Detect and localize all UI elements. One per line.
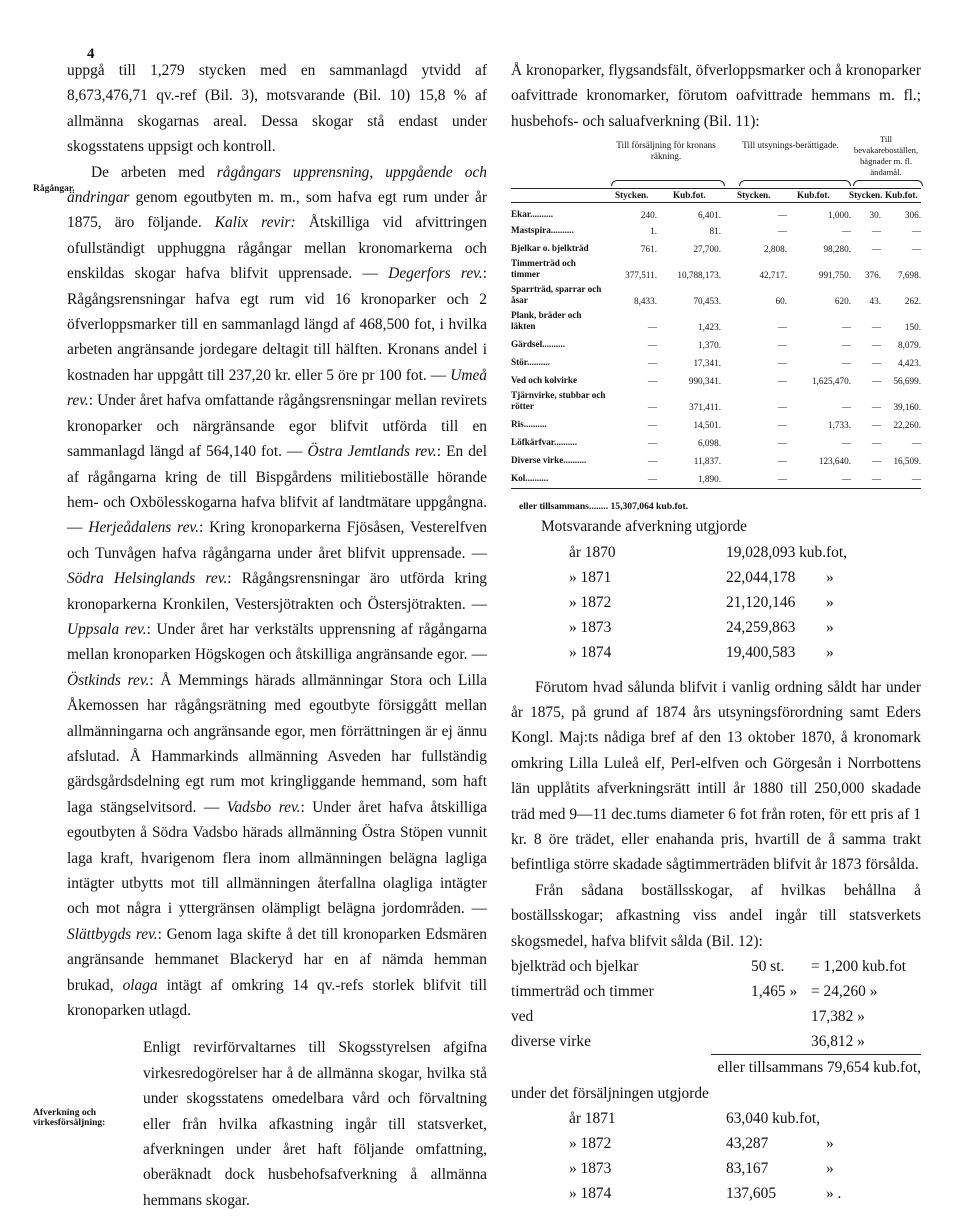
table-header-forsaljning: Till försäljning för kronans räkning. — [616, 140, 716, 162]
row-value: — — [911, 244, 921, 255]
paragraph-afverkning-start: Enligt revirförvaltarnes till Skogsstyrelsen afgifna virkesredogörelser har å de allmänna skogar, hvilka stå under skogsstatens omedelbara vård och förvaltning eller från hvilka afkastning ingår till statsverket, afverkningen under året haft följande omfattning, oberäknadt dock husbehofsafverkning å allmänna hemmans skogar. — [143, 1039, 487, 1209]
row-value: — — [777, 226, 787, 237]
row-value: 8,433. — [634, 296, 657, 307]
row-label: Tjärnvirke, stubbar och rötter — [511, 390, 606, 412]
row-value: — — [871, 456, 881, 467]
margin-note-afverkning: Afverkning och virkesförsäljning: — [33, 1108, 106, 1128]
row-value: 42,717. — [759, 270, 787, 281]
year-value: 83,167 — [726, 1159, 769, 1177]
row-value: — — [841, 322, 851, 333]
year-label: » 1872 — [569, 1134, 612, 1152]
row-value: — — [647, 358, 657, 369]
row-label: Ved och kolvirke — [511, 375, 578, 386]
table-row — [511, 222, 921, 238]
table-header-utsyning: Till utsynings-berättigade. — [742, 140, 839, 151]
row-value: — — [841, 402, 851, 413]
row-value: 1,423. — [698, 322, 721, 333]
sold-line — [511, 954, 921, 979]
year-line — [511, 615, 921, 640]
sold-cell: timmerträd och timmer — [511, 983, 654, 1001]
row-value: 150. — [904, 322, 921, 333]
row-value: — — [647, 456, 657, 467]
row-label: Ris.......... — [511, 419, 547, 430]
table-row — [511, 256, 921, 282]
row-value: — — [777, 358, 787, 369]
sold-line — [511, 1004, 921, 1029]
year-value: 21,120,146 — [726, 593, 796, 611]
row-value: 43. — [869, 296, 881, 307]
row-value: 11,837. — [693, 456, 721, 467]
row-value: — — [871, 244, 881, 255]
year-suffix: » — [826, 1134, 834, 1152]
sub-kubfot-2: Kub.fot. — [797, 190, 830, 201]
year-suffix: » — [826, 1159, 834, 1177]
table-row — [511, 206, 921, 222]
row-value: — — [777, 402, 787, 413]
row-value: — — [871, 376, 881, 387]
sold-cell: = 1,200 kub.fot — [811, 958, 907, 976]
right-column — [511, 58, 921, 1206]
year-label: » 1871 — [569, 568, 612, 586]
under-line: under det försäljningen utgjorde — [511, 1084, 709, 1102]
sub-stycken-2: Stycken. — [737, 190, 771, 201]
row-value: — — [871, 402, 881, 413]
sub-stycken-3: Stycken. — [849, 190, 883, 201]
row-value: 1,000. — [828, 210, 851, 221]
page-number: 4 — [87, 46, 95, 62]
left-column — [67, 58, 487, 1213]
row-value: 17,341. — [693, 358, 721, 369]
row-value: 376. — [864, 270, 881, 281]
row-label: Löfkärfvar.......... — [511, 437, 578, 448]
table-header-bevakare: Till bevakareboställen, hägnader m. fl. ändamål. — [853, 134, 919, 178]
brace-3 — [853, 180, 923, 186]
row-value: 1,890. — [698, 474, 721, 485]
year-line — [511, 1131, 921, 1156]
row-value: 991,750. — [818, 270, 851, 281]
year-value: 24,259,863 — [726, 618, 796, 636]
row-value: — — [871, 340, 881, 351]
sold-total: eller tillsammans 79,654 kub.fot, — [711, 1054, 921, 1080]
row-value: — — [911, 438, 921, 449]
row-value: 1,733. — [828, 420, 851, 431]
sold-cell: 36,812 » — [811, 1033, 865, 1051]
table-row — [511, 238, 921, 256]
row-value: — — [911, 226, 921, 237]
table-row — [511, 282, 921, 308]
row-value: 81. — [709, 226, 721, 237]
row-value: 10,788,173. — [677, 270, 721, 281]
row-value: 16,509. — [893, 456, 921, 467]
row-value: — — [647, 322, 657, 333]
year-suffix: » — [826, 568, 834, 586]
year-value: 137,605 — [726, 1184, 777, 1202]
afverkning-table — [511, 134, 921, 517]
row-value: 990,341. — [688, 376, 721, 387]
table-total: eller tillsammans........ 15,307,064 kub.fot. — [519, 501, 689, 513]
row-value: 30. — [869, 210, 881, 221]
row-value: 4,423. — [898, 358, 921, 369]
row-value: — — [841, 340, 851, 351]
row-value: 39,160. — [893, 402, 921, 413]
row-value: — — [647, 438, 657, 449]
table-rule-top — [511, 188, 921, 189]
row-value: 7,698. — [898, 270, 921, 281]
row-value: — — [777, 474, 787, 485]
row-value: 1. — [650, 226, 657, 237]
row-label: Ekar.......... — [511, 209, 554, 220]
sub-stycken-1: Stycken. — [615, 190, 649, 201]
paragraph-ragangar: De arbeten med rågångars upprensning, uppgående och ändringar genom egoutbyten m. m., som hafva egt rum under år 1875, äro följande. Kalix revir: Åtskilliga vid afvittringen ofullständigt upphuggna rågångar mellan kronomarkerna och enskildas skogar hafva blifvit upprensade. — Degerfors rev.: Rågångsrensningar hafva egt rum vid 16 kronoparker och 2 öfverloppsmarker till en sammanlagd längd af 468,500 fot, i hvilka arbeten angränsande jordegare deltagit till hälften. Kronans andel i kostnaden har uppgått till 237,20 kr. eller 5 öre pr 100 fot. — Umeå rev.: Under året hafva omfattande rågångsrensningar mellan revirets kronoparker och närgränsande egor blifvit utförda till en sammanlagd längd af 564,140 fot. — Östra Jemtlands rev.: En del af rågångarna kring de till Bispgårdens militieboställe hörande hem- och Oxbölesskogarna hafva blifvit af landtmätare uppgångna. — Herjeådalens rev.: Kring kronoparkerna Fjösåsen, Vesterelfven och Tunvågen hafva rågångarna under året blifvit upprensade. — Södra Helsinglands rev.: Rågångsrensningar äro utförda kring kronoparkerna Kronkilen, Vestersjötrakten och Östersjötrakten. — Uppsala rev.: Under året har verkstälts upprensning af rågångarna mellan kronoparken Högskogen och åtskilliga angränsande egor. — Östkinds rev.: Å Memmings härads allmänningar Stora och Lilla Åkemossen har rågångsrätning med egoutbyte försiggått mellan allmänningarna och angränsande egor, men förrättningen är ej ännu afslutad. Å Hammarkinds allmänning Asveden har fullständig gärdsgårdsdelning egt rum mot kringliggande hemmand, som haft laga stängselvitsord. — Vadsbo rev.: Under året hafva åtskilliga egoutbyten å Södra Vadsbo härads allmänning Östra Stöpen vunnit laga kraft, hvarigenom flera inom allmänningen belägna lagliga intägter utbytts mot till allmänningen återfallna olagliga intägter och mot några i yttergränsen olämpligt belägna jordområden. — Slättbygds rev.: Genom laga skifte å det till kronoparken Edsmären angränsande hemmanet Blackeryd har en af nämda hemman brukad, olaga intägt af omkring 14 qv.-refs storlek blifvit till kronoparken utlagd. — [67, 163, 488, 1020]
row-value: 27,700. — [693, 244, 721, 255]
row-value: — — [647, 474, 657, 485]
row-value: 6,401. — [698, 210, 721, 221]
years-list-1 — [511, 540, 921, 665]
year-suffix: » . — [826, 1184, 842, 1202]
row-value: — — [871, 358, 881, 369]
row-value: — — [777, 322, 787, 333]
sold-cell: diverse virke — [511, 1033, 591, 1051]
table-row — [511, 468, 921, 486]
row-label: Mastspira.......... — [511, 225, 574, 236]
sold-cell: = 24,260 » — [811, 983, 878, 1001]
table-row — [511, 352, 921, 370]
year-value: 19,028,093 kub.fot, — [726, 543, 847, 561]
table-rule-bottom — [511, 488, 921, 489]
paragraph-fran: Från sådana boställsskogar, af hvilkas behållna å boställsskogar; afkastning viss andel ingår till statsverkets skogsmedel, hafva blifvit sålda (Bil. 12): — [511, 881, 921, 950]
row-value: 240. — [640, 210, 657, 221]
sub-kubfot-3: Kub.fot. — [885, 190, 918, 201]
row-value: — — [871, 474, 881, 485]
row-value: — — [871, 226, 881, 237]
row-value: 8,079. — [898, 340, 921, 351]
sold-line — [511, 979, 921, 1004]
row-value: — — [647, 420, 657, 431]
year-label: » 1873 — [569, 618, 612, 636]
row-value: — — [911, 474, 921, 485]
row-label: Kol.......... — [511, 473, 549, 484]
year-suffix: » — [826, 643, 834, 661]
year-line — [511, 565, 921, 590]
row-label: Diverse virke.......... — [511, 455, 587, 466]
sold-line — [511, 1029, 921, 1054]
year-value: 22,044,178 — [726, 568, 796, 586]
row-value: 56,699. — [893, 376, 921, 387]
sold-cell: bjelkträd och bjelkar — [511, 958, 639, 976]
year-line — [511, 1106, 921, 1131]
row-value: — — [871, 438, 881, 449]
sold-cell: 50 st. — [751, 958, 785, 976]
row-label: Bjelkar o. bjelkträd — [511, 243, 589, 254]
year-label: år 1870 — [569, 543, 616, 561]
row-label: Plank, bräder och läkten — [511, 310, 582, 332]
sold-cell: 17,382 » — [811, 1008, 865, 1026]
row-value: 1,625,470. — [811, 376, 851, 387]
margin-note-ragangar: Rågångar. — [33, 184, 75, 194]
table-row — [511, 334, 921, 352]
table-row — [511, 414, 921, 432]
row-value: — — [841, 438, 851, 449]
row-value: — — [841, 474, 851, 485]
row-value: 60. — [775, 296, 787, 307]
year-line — [511, 1181, 921, 1206]
table-row — [511, 432, 921, 450]
row-value: — — [871, 420, 881, 431]
table-row — [511, 388, 921, 414]
brace-2 — [739, 180, 851, 186]
row-value: — — [777, 438, 787, 449]
year-line — [511, 1156, 921, 1181]
row-value: — — [871, 322, 881, 333]
sub-kubfot-1: Kub.fot. — [673, 190, 706, 201]
table-rule-sub — [511, 202, 921, 203]
year-label: » 1873 — [569, 1159, 612, 1177]
row-value: 2,808. — [764, 244, 787, 255]
row-value: 620. — [834, 296, 851, 307]
year-line — [511, 540, 921, 565]
row-value: 6,098. — [698, 438, 721, 449]
year-value: 19,400,583 — [726, 643, 796, 661]
row-label: Stör.......... — [511, 357, 550, 368]
years-list-2 — [511, 1106, 921, 1206]
row-value: — — [777, 456, 787, 467]
paragraph-forutom: Förutom hvad sålunda blifvit i vanlig ordning såldt har under år 1875, på grund af 1874 års utsyningsförordning samt Eders Kongl. Maj:ts nådiga bref af den 13 oktober 1870, å kronomark omkring Lilla Luleå elf, Perl-elfven och Görgesån i Norrbottens län upplåtits afverkningsrätt intill år 1880 till 250,000 skadade träd med 9—11 dec.tums diameter 6 fot från roten, för ett pris af 1 kr. 8 öre trädet, eller enahanda pris, hvartill de å samma trakt befintliga större skadade sågtimmerträden blifvit år 1873 försålda. — [511, 678, 921, 874]
row-value: 98,280. — [823, 244, 851, 255]
year-label: » 1872 — [569, 593, 612, 611]
sold-list — [511, 954, 921, 1054]
row-value: 70,453. — [693, 296, 721, 307]
sold-cell: ved — [511, 1008, 534, 1026]
year-suffix: » — [826, 618, 834, 636]
row-value: — — [777, 210, 787, 221]
row-value: — — [777, 376, 787, 387]
row-value: 371,411. — [689, 402, 721, 413]
table-row — [511, 450, 921, 468]
paragraph-right-intro: Å kronoparker, flygsandsfält, öfverloppsmarker och å kronoparker oafvittrade kronomarker, förutom oafvittrade hemmans m. fl.; husbehofs- och saluafverkning (Bil. 11): — [511, 62, 921, 130]
year-line — [511, 640, 921, 665]
row-label: Sparrträd, sparrar och åsar — [511, 284, 602, 306]
row-value: 761. — [640, 244, 657, 255]
row-value: 22,260. — [893, 420, 921, 431]
year-value: 43,287 — [726, 1134, 769, 1152]
row-value: 1,370. — [698, 340, 721, 351]
motsvarande-line: Motsvarande afverkning utgjorde — [541, 518, 747, 536]
row-value: — — [777, 340, 787, 351]
table-row — [511, 308, 921, 334]
row-value: 262. — [904, 296, 921, 307]
row-label: Gärdsel.......... — [511, 339, 566, 350]
year-label: » 1874 — [569, 643, 612, 661]
row-value: 123,640. — [818, 456, 851, 467]
row-value: — — [647, 340, 657, 351]
table-row — [511, 370, 921, 388]
row-value: — — [777, 420, 787, 431]
brace-1 — [611, 180, 725, 186]
row-label: Timmerträd och timmer — [511, 258, 576, 280]
row-value: — — [647, 376, 657, 387]
row-value: 14,501. — [693, 420, 721, 431]
row-value: — — [841, 358, 851, 369]
year-value: 63,040 kub.fot, — [726, 1109, 821, 1127]
year-line — [511, 590, 921, 615]
sold-cell: 1,465 » — [751, 983, 798, 1001]
row-value: 306. — [904, 210, 921, 221]
paragraph-intro: uppgå till 1,279 stycken med en sammanlagd ytvidd af 8,673,476,71 qv.-ref (Bil. 3), motsvarande (Bil. 10) 15,8 % af allmänna skogarnas areal. Dessa skogar stå endast under skogsstatens uppsigt och kontroll. — [67, 62, 487, 156]
year-label: » 1874 — [569, 1184, 612, 1202]
year-suffix: » — [826, 593, 834, 611]
row-value: — — [841, 226, 851, 237]
row-value: — — [647, 402, 657, 413]
year-label: år 1871 — [569, 1109, 616, 1127]
row-value: 377,511. — [625, 270, 657, 281]
